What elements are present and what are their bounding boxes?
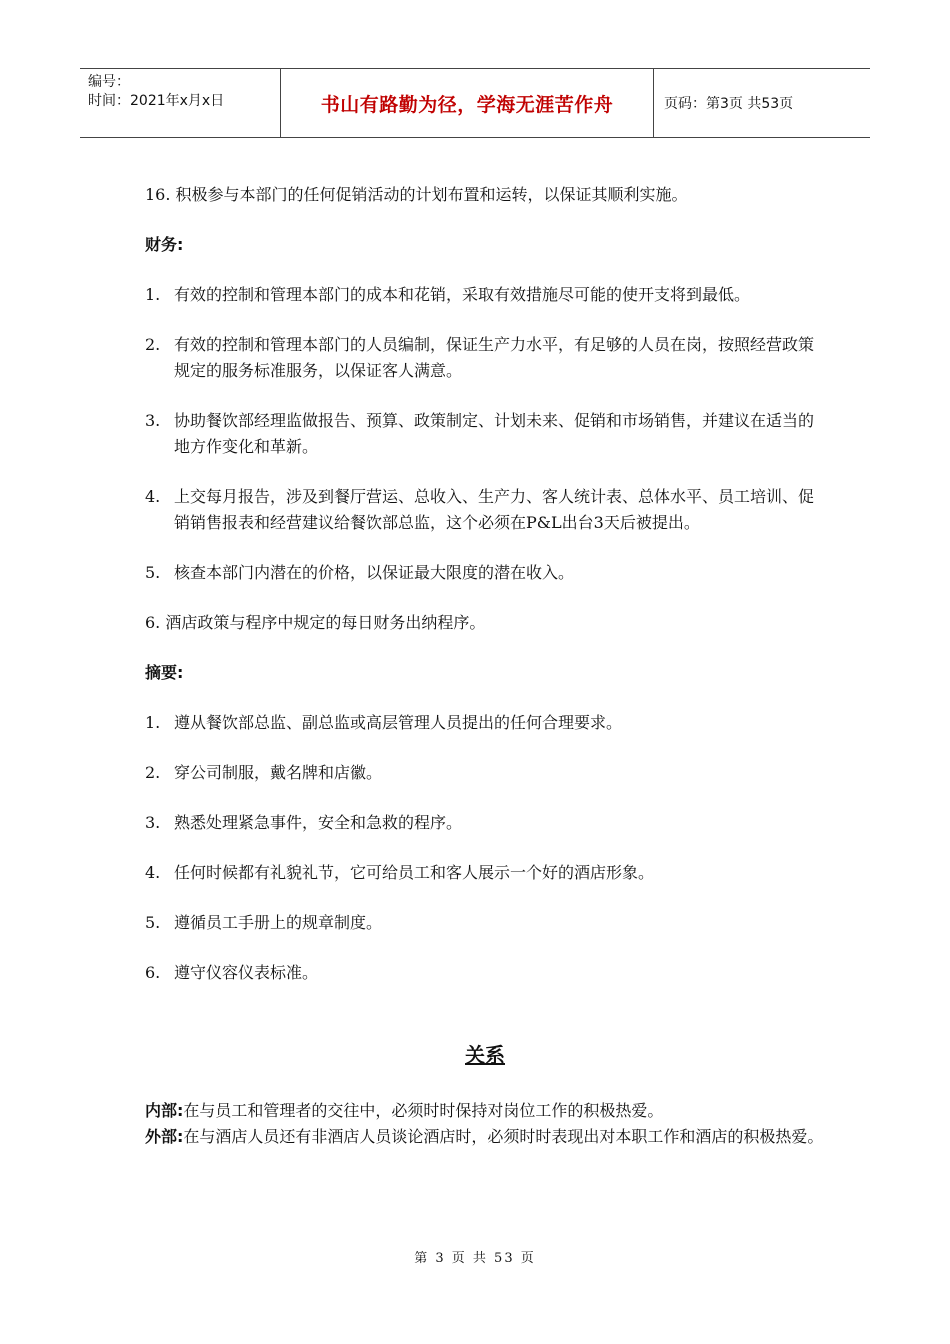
list-item <box>145 910 825 936</box>
item-text: 上交每月报告，涉及到餐厅营运、总收入、生产力、客人统计表、总体水平、员工培训、促销销售报表和经营建议给餐饮部总监，这个必须在P&L出台3天后被提出。 <box>174 487 815 532</box>
list-item <box>145 332 825 384</box>
item-number: 1. <box>145 713 161 732</box>
item-text: 穿公司制服，戴名牌和店徽。 <box>174 763 383 782</box>
item-text: 熟悉处理紧急事件，安全和急救的程序。 <box>174 813 463 832</box>
internal-text: 在与员工和管理者的交往中，必须时时保持对岗位工作的积极热爱。 <box>183 1101 664 1120</box>
item-number: 4. <box>145 487 161 506</box>
finance-heading: 财务: <box>145 235 184 254</box>
list-item <box>145 710 825 736</box>
intro-item: 16. 积极参与本部门的任何促销活动的计划布置和运转，以保证其顺利实施。 <box>145 185 688 204</box>
item-text: 有效的控制和管理本部门的人员编制，保证生产力水平，有足够的人员在岗，按照经营政策规定的服务标准服务，以保证客人满意。 <box>174 335 815 380</box>
external-label: 外部: <box>145 1127 184 1146</box>
summary-heading: 摘要: <box>145 663 184 682</box>
list-item <box>145 960 825 986</box>
relations-title: 关系 <box>465 1043 505 1067</box>
item-number: 2. <box>145 763 161 782</box>
header-motto: 书山有路勤为径，学海无涯苦作舟 <box>281 69 654 137</box>
item-number: 3. <box>145 411 161 430</box>
internal-label: 内部: <box>145 1101 184 1120</box>
item-text: 核查本部门内潜在的价格，以保证最大限度的潜在收入。 <box>174 563 575 582</box>
list-item <box>145 860 825 886</box>
document-body <box>145 182 825 1150</box>
relation-external <box>145 1124 825 1150</box>
item-number: 2. <box>145 335 161 354</box>
item-number: 5. <box>145 563 161 582</box>
list-item <box>145 810 825 836</box>
page-footer: 第 3 页 共 53 页 <box>414 1251 536 1266</box>
item-text: 遵循员工手册上的规章制度。 <box>174 913 383 932</box>
number-label: 编号： <box>88 74 130 90</box>
list-item <box>145 408 825 460</box>
list-item <box>145 484 825 536</box>
header-page-info: 页码：第3页 共53页 <box>664 96 794 112</box>
item-number: 3. <box>145 813 161 832</box>
item-text: 遵守仪容仪表标准。 <box>174 963 319 982</box>
item-number: 4. <box>145 863 161 882</box>
item-text: 遵从餐饮部总监、副总监或高层管理人员提出的任何合理要求。 <box>174 713 623 732</box>
item-number: 1. <box>145 285 161 304</box>
list-item <box>145 560 825 586</box>
document-header <box>80 68 870 138</box>
list-item <box>145 282 825 308</box>
item-text: 有效的控制和管理本部门的成本和花销，采取有效措施尽可能的使开支将到最低。 <box>174 285 751 304</box>
finance-item-6: 6. 酒店政策与程序中规定的每日财务出纳程序。 <box>145 613 486 632</box>
relation-internal <box>145 1098 825 1124</box>
date-line: 时间：2021年x月x日 <box>88 93 225 109</box>
item-text: 任何时候都有礼貌礼节，它可给员工和客人展示一个好的酒店形象。 <box>174 863 655 882</box>
item-number: 6. <box>145 963 161 982</box>
item-number: 5. <box>145 913 161 932</box>
header-meta <box>80 69 281 137</box>
list-item <box>145 760 825 786</box>
item-text: 协助餐饮部经理监做报告、预算、政策制定、计划未来、促销和市场销售，并建议在适当的地方作变化和革新。 <box>174 411 815 456</box>
external-text: 在与酒店人员还有非酒店人员谈论酒店时，必须时时表现出对本职工作和酒店的积极热爱。 <box>183 1127 824 1146</box>
